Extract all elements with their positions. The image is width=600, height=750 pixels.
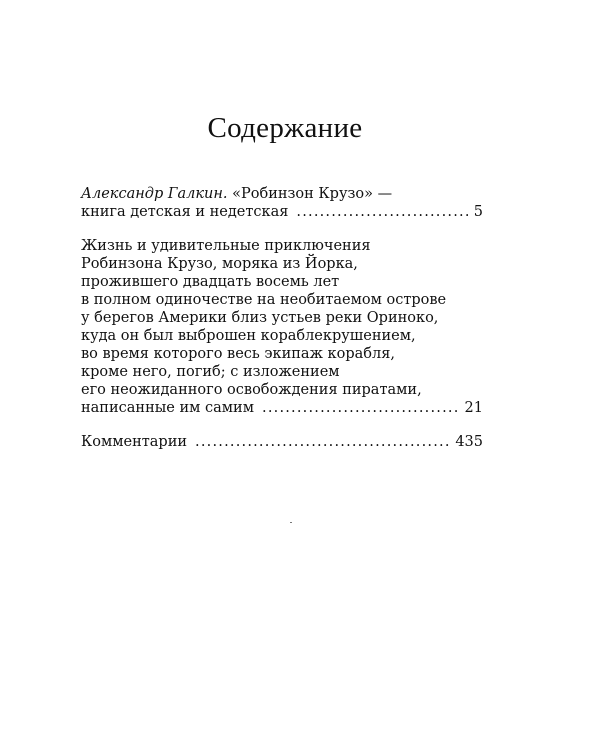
dot-leader bbox=[296, 203, 467, 221]
toc-entry-line: прожившего двадцать восемь лет bbox=[81, 274, 340, 290]
toc-entry-last-line bbox=[81, 203, 483, 221]
toc-entry-line: у берегов Америки близ устьев реки Ориноко, bbox=[81, 310, 439, 326]
toc-entry-line: куда он был выброшен кораблекрушением, bbox=[81, 328, 416, 344]
toc-entry-line: во время которого весь экипаж корабля, bbox=[81, 346, 395, 362]
toc-entry-commentary bbox=[81, 433, 483, 451]
table-of-contents bbox=[81, 185, 483, 451]
toc-entry-title-text: «Робинзон Крузо» — bbox=[232, 186, 393, 202]
toc-entry-line: в полном одиночестве на необитаемом острове bbox=[81, 292, 447, 308]
dot-leader bbox=[195, 433, 449, 451]
toc-entry-author: Александр Галкин. bbox=[81, 186, 228, 202]
toc-entry-line: Жизнь и удивительные приключения bbox=[81, 238, 371, 254]
dot-leader bbox=[262, 399, 459, 417]
toc-page-number: 435 bbox=[455, 434, 483, 450]
toc-page-number: 5 bbox=[473, 204, 483, 220]
toc-entry-line bbox=[81, 185, 483, 203]
toc-entry-last-line bbox=[81, 433, 483, 451]
toc-entry-title-text: Комментарии bbox=[81, 434, 188, 450]
print-speck bbox=[290, 522, 292, 523]
toc-entry-line: кроме него, погиб; с изложением bbox=[81, 364, 340, 380]
toc-page-number: 21 bbox=[464, 400, 483, 416]
toc-entry-title-text: написанные им самим bbox=[81, 400, 255, 416]
toc-entry-galkin-preface bbox=[81, 185, 483, 221]
toc-entry-last-line bbox=[81, 399, 483, 417]
toc-entry-line: Робинзона Крузо, моряка из Йорка, bbox=[81, 256, 358, 272]
toc-entry-line: его неожиданного освобождения пиратами, bbox=[81, 382, 422, 398]
toc-entry-robinson-crusoe bbox=[81, 237, 483, 417]
toc-entry-title-text: книга детская и недетская bbox=[81, 204, 289, 220]
page-title: Содержание bbox=[207, 112, 363, 144]
